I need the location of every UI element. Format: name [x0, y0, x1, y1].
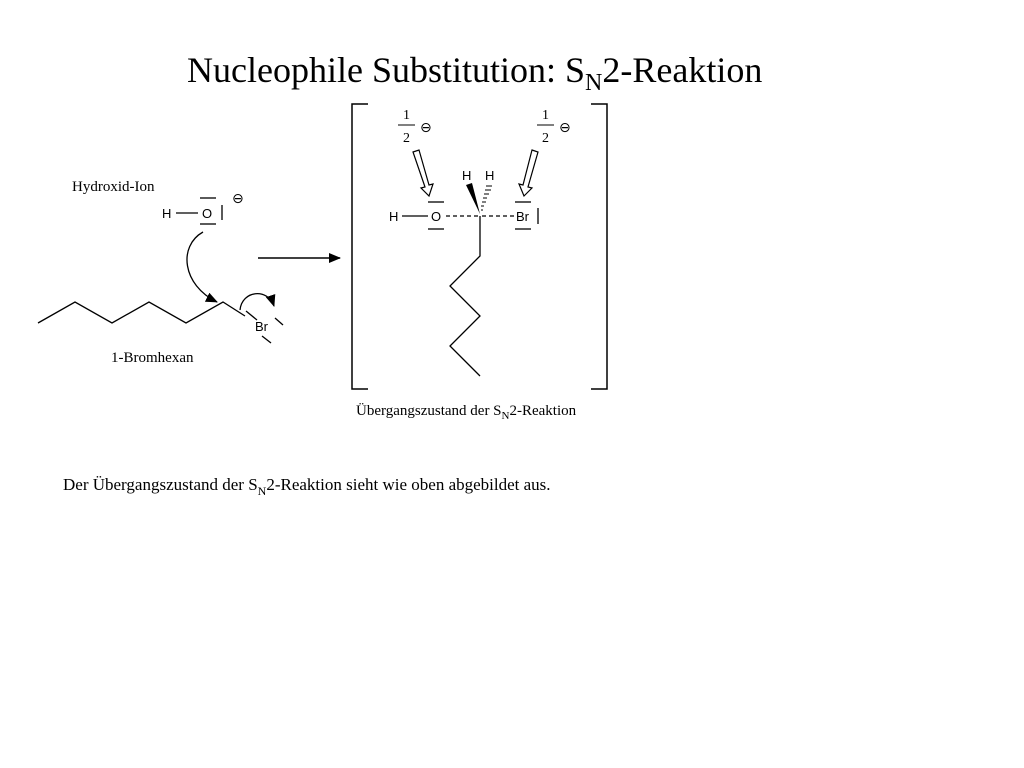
ts-left-fraction-numerator: 1 — [403, 108, 410, 123]
leaving-group-arrow — [240, 294, 274, 310]
ts-caption-subscript: N — [501, 410, 510, 422]
title-subscript: N — [585, 70, 603, 96]
ts-left-fraction-denominator: 2 — [403, 131, 410, 146]
body-text-subscript: N — [257, 484, 267, 498]
ts-o-atom: O — [431, 209, 442, 224]
bromohexane-lone-pair-bottom — [262, 336, 271, 343]
hydroxide-h-atom: H — [162, 206, 172, 221]
title-tail: 2-Reaktion — [602, 50, 763, 90]
ts-left-hollow-arrow — [413, 150, 433, 196]
bromohexane-br-atom: Br — [255, 319, 268, 334]
ts-left-charge: ⊖ — [420, 119, 432, 135]
ts-caption-main: Übergangszustand der S — [356, 403, 502, 419]
body-text — [63, 475, 551, 498]
body-text-tail: 2-Reaktion sieht wie oben abgebildet aus. — [266, 475, 551, 494]
ts-h-atom-hash: H — [485, 168, 495, 183]
ts-right-fraction-numerator: 1 — [542, 108, 549, 123]
nucleophile-attack-arrow — [187, 232, 217, 302]
hydroxide-charge: ⊖ — [232, 190, 244, 206]
ts-h-atom-wedge: H — [462, 168, 472, 183]
hydroxide-o-atom: O — [202, 206, 213, 221]
bromohexane-lone-pair-left — [246, 311, 257, 320]
ts-bracket-right — [591, 104, 607, 389]
bromohexane-label: 1-Bromhexan — [111, 350, 194, 366]
bromohexane-carbon-chain — [38, 302, 245, 323]
bromohexane-lone-pair-right — [275, 318, 283, 325]
ts-right-fraction-denominator: 2 — [542, 131, 549, 146]
body-text-main: Der Übergangszustand der S — [63, 475, 258, 494]
ts-right-hollow-arrow — [519, 150, 538, 196]
ts-wedge-bond — [466, 183, 480, 214]
ts-right-charge: ⊖ — [559, 119, 571, 135]
slide-title — [187, 50, 762, 96]
ts-caption — [356, 402, 577, 422]
ts-br-atom: Br — [516, 209, 529, 224]
title-main: Nucleophile Substitution: S — [187, 50, 586, 90]
ts-alkyl-chain — [450, 216, 480, 376]
ts-hashed-bond — [481, 186, 492, 210]
hydroxide-label: Hydroxid-Ion — [72, 179, 155, 195]
ts-caption-tail: 2-Reaktion — [509, 403, 577, 419]
ts-h-atom: H — [389, 209, 399, 224]
ts-bracket-left — [352, 104, 368, 389]
